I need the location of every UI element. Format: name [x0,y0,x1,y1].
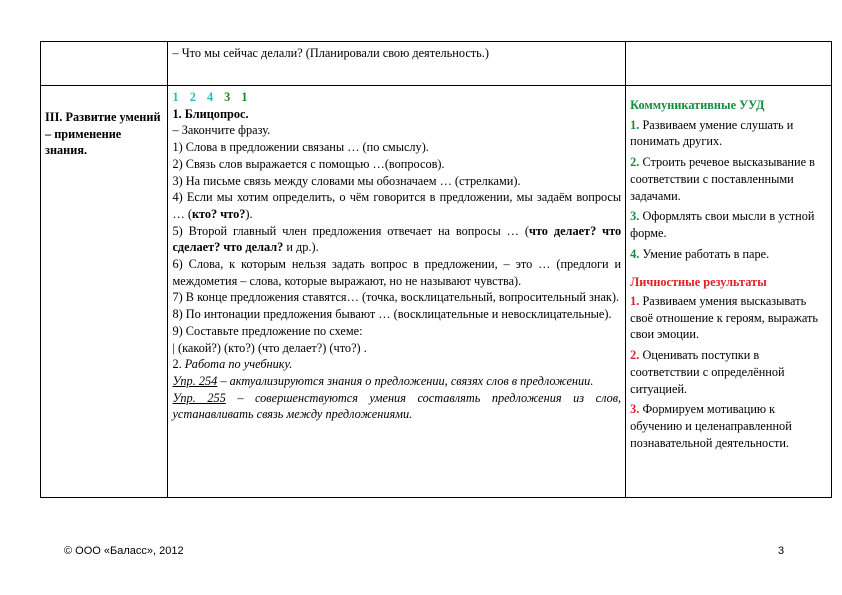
uud-item-text: Развиваем умения высказывать своё отношение к героям, выражать свои эмоции. [630,294,819,342]
uud-item-text: Оформлять свои мысли в устной форме. [630,209,815,240]
exercise-label: Упр. 254 [172,373,218,388]
exercise-label: Упр. 255 [172,390,226,405]
exercise-text: – актуализируются знания о предложении, связях слов в предложении. [217,373,594,388]
group-number: 2 [189,90,200,104]
question-item: 3) На письме связь между словами мы обозначаем … (стрелками). [172,173,521,188]
table-row [41,42,832,86]
work-heading [172,356,621,373]
stage-title: III. Развитие умений – применение знания. [45,110,161,158]
uud-item-number: 4. [630,246,640,261]
uud-cell [626,42,832,86]
question-answer: кто? что? [191,206,246,221]
group-number: 3 [224,90,235,104]
sentence-scheme: | (какой?) (кто?) (что делает?) (что?) . [172,340,367,355]
stage-cell [41,86,168,498]
uud-item-text: Формируем мотивацию к обучению и целенаправленной познавательной деятельности. [630,402,792,450]
task-intro: – Закончите фразу. [172,123,271,138]
question-item: 2) Связь слов выражается с помощью …(вопросов). [172,156,445,171]
exercise-text: – совершенствуются умения составлять предложения из слов, устанавливать связь между предложениями. [172,390,622,422]
question-item: 1) Слова в предложении связаны … (по смыслу). [172,140,429,155]
group-numbers [172,89,621,106]
uud-item [630,208,827,241]
question-answer: что делает? что сделает? что делал? [172,223,622,255]
question-item: 8) По интонации предложения бывают … (восклицательные и невосклицательные). [172,307,612,322]
teacher-question: – Что мы сейчас делали? (Планировали свою деятельность.) [172,46,489,60]
work-number: 2. [172,357,185,372]
section-heading: 1. Блицопрос. [172,106,249,121]
uud-item-number: 1. [630,117,640,132]
question-item: 6) Слова, к которым нельзя задать вопрос в предложении, – это … (предлоги и междометия – слова, которые выражают, но не называют чувства). [172,257,622,288]
question-item [172,189,621,222]
uud-item [630,246,827,263]
group-number: 1 [172,90,183,104]
question-item: 9) Составьте предложение по схеме: [172,323,363,338]
uud-item-number: 3. [630,209,640,224]
question-text: 5) Второй главный член предложения отвечает на вопросы … ( [172,223,529,238]
footer-copyright: © ООО «Баласс», 2012 [64,545,184,557]
activity-cell [168,86,626,498]
exercise-item [172,390,621,423]
exercise-item [172,373,621,390]
page-number: 3 [778,545,785,557]
lesson-plan-table [40,41,832,498]
table-row [41,86,832,498]
uud-item-text: Строить речевое высказывание в соответствии с поставленными задачами. [630,155,815,203]
stage-cell [41,42,168,86]
uud-cell [626,86,832,498]
uud-item [630,401,827,451]
personal-results-title: Личностные результаты [630,275,767,290]
uud-item-number: 3. [630,402,640,417]
group-number: 4 [206,90,218,104]
uud-item-number: 1. [630,294,640,309]
question-text: ). [245,206,253,221]
work-title: Работа по учебнику. [184,357,293,372]
question-text: и др.). [283,240,319,255]
uud-item [630,347,827,397]
activity-cell [168,42,626,86]
uud-item [630,117,827,150]
uud-item [630,293,827,343]
question-item: 7) В конце предложения ставятся… (точка, восклицательный, вопросительный знак). [172,290,620,305]
uud-item-text: Оценивать поступки в соответствии с определённой ситуацией. [630,348,785,396]
communicative-uud-title: Коммуникативные УУД [630,98,765,112]
uud-item-number: 2. [630,155,640,170]
uud-item-number: 2. [630,348,640,363]
uud-item [630,154,827,204]
question-item [172,223,621,256]
uud-item-text: Умение работать в паре. [639,246,770,261]
group-number: 1 [241,90,252,104]
question-text: 4) Если мы хотим определить, о чём говорится в предложении, мы задаём вопросы … ( [172,190,622,221]
uud-item-text: Развиваем умение слушать и понимать других. [630,117,794,149]
